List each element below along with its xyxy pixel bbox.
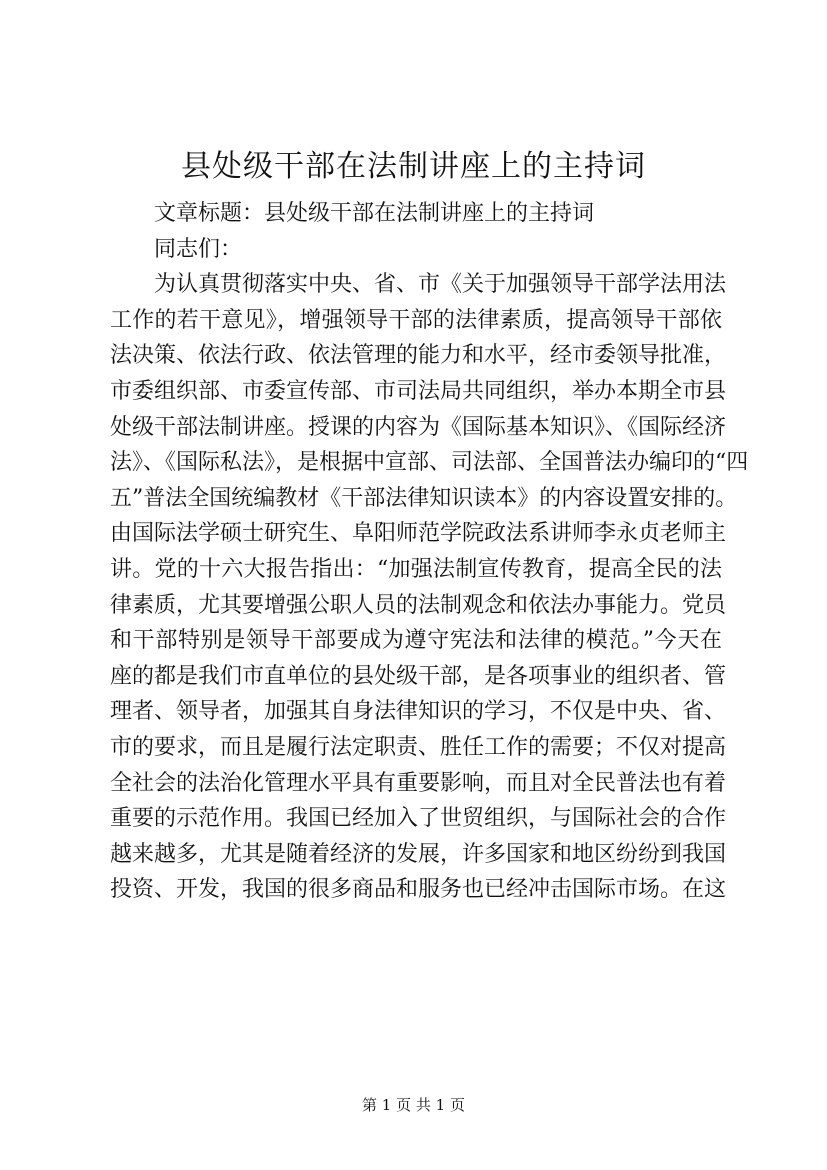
body-line: 市委组织部、市委宣传部、市司法局共同组织，举办本期全市县 (110, 378, 727, 404)
body-line: 处级干部法制讲座。授课的内容为《国际基本知识》、《国际经济 (110, 414, 727, 440)
page-number-footer: 第 1 页 共 1 页 (362, 1096, 465, 1114)
body-line: 讲。党的十六大报告指出：“加强法制宣传教育，提高全民的法 (110, 556, 722, 582)
body-line: 全社会的法治化管理水平具有重要影响，而且对全民普法也有着 (110, 770, 727, 796)
body-line: 座的都是我们市直单位的县处级干部，是各项事业的组织者、管 (110, 663, 727, 689)
body-line: 理者、领导者，加强其自身法律知识的学习，不仅是中央、省、 (110, 699, 727, 725)
body-line: 重要的示范作用。我国已经加入了世贸组织，与国际社会的合作 (110, 806, 727, 832)
body-line: 市的要求，而且是履行法定职责、胜任工作的需要；不仅对提高 (110, 734, 727, 760)
body-line: 由国际法学硕士研究生、阜阳师范学院政法系讲师李永贞老师主 (110, 521, 727, 547)
body-line: 法》、《国际私法》，是根据中宣部、司法部、全国普法办编印的“四 (110, 450, 749, 476)
body-line: 投资、开发，我国的很多商品和服务也已经冲击国际市场。在这 (110, 877, 727, 903)
body-line: 法决策、依法行政、依法管理的能力和水平，经市委领导批准， (110, 343, 727, 369)
salutation-line: 同志们： (154, 236, 243, 262)
body-line: 为认真贯彻落实中央、省、市《关于加强领导干部学法用法 (154, 272, 727, 298)
body-line: 和干部特别是领导干部要成为遵守宪法和法律的模范。”今天在 (110, 628, 722, 654)
body-line: 律素质，尤其要增强公职人员的法制观念和依法办事能力。党员 (110, 592, 727, 618)
body-line: 五”普法全国统编教材《干部法律知识读本》的内容设置安排的。 (110, 485, 738, 511)
article-title-line: 文章标题：县处级干部在法制讲座上的主持词 (154, 201, 595, 226)
document-body (110, 196, 749, 908)
document-title: 县处级干部在法制讲座上的主持词 (181, 149, 646, 184)
body-line: 越来越多，尤其是随着经济的发展，许多国家和地区纷纷到我国 (110, 841, 727, 867)
body-line: 工作的若干意见》，增强领导干部的法律素质，提高领导干部依 (110, 307, 722, 333)
